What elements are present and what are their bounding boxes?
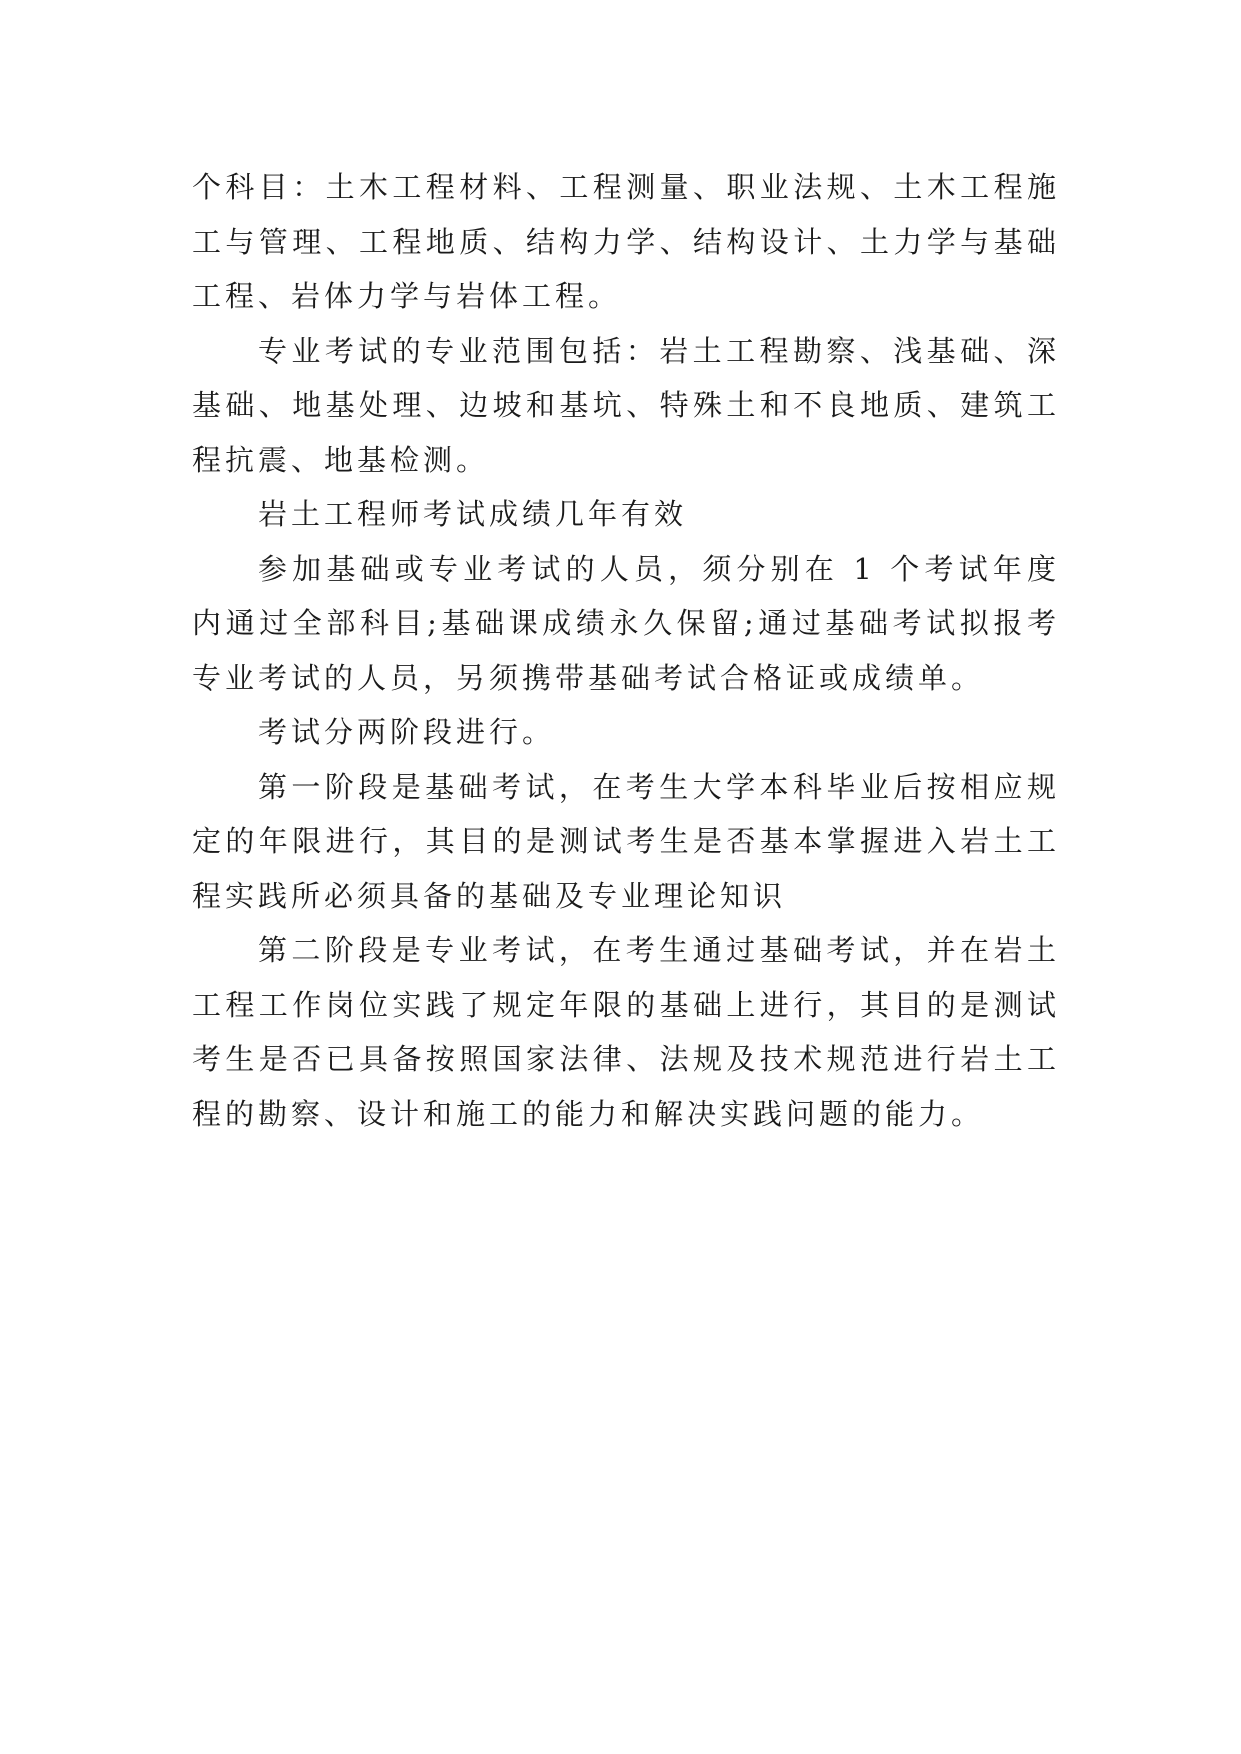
paragraph-stage-two: 第二阶段是专业考试，在考生通过基础考试，并在岩土工程工作岗位实践了规定年限的基础上进行，其目的是测试考生是否已具备按照国家法律、法规及技术规范进行岩土工程的勘察、设计和施工的能力和解决实践问题的能力。 [192,933,1060,1131]
section-heading-score-validity: 岩土工程师考试成绩几年有效 [258,497,688,531]
paragraph-professional-scope: 专业考试的专业范围包括：岩土工程勘察、浅基础、深基础、地基处理、边坡和基坑、特殊土和不良地质、建筑工程抗震、地基检测。 [192,333,1060,477]
document-body [192,160,1060,1141]
paragraph-two-stages: 考试分两阶段进行。 [258,715,556,749]
paragraph-stage-one: 第一阶段是基础考试，在考生大学本科毕业后按相应规定的年限进行，其目的是测试考生是否基本掌握进入岩土工程实践所必须具备的基础及专业理论知识 [192,769,1060,913]
paragraph-score-rules: 参加基础或专业考试的人员，须分别在 1 个考试年度内通过全部科目;基础课成绩永久保留;通过基础考试拟报考专业考试的人员，另须携带基础考试合格证或成绩单。 [192,551,1060,695]
paragraph-subjects-continued: 个科目：土木工程材料、工程测量、职业法规、土木工程施工与管理、工程地质、结构力学、结构设计、土力学与基础工程、岩体力学与岩体工程。 [192,170,1060,313]
